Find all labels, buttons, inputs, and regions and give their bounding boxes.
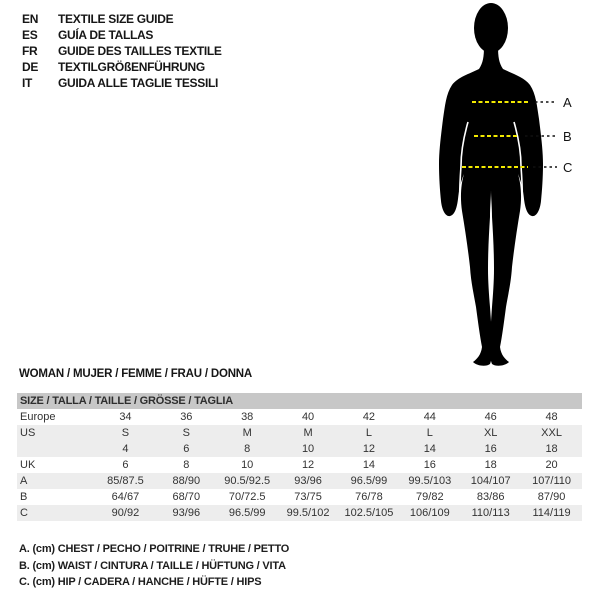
table-cell: XL: [483, 427, 498, 439]
table-cell: 107/110: [532, 475, 572, 487]
table-row-hip: [17, 505, 582, 521]
table-cell: 34: [119, 411, 132, 423]
language-row: [22, 43, 222, 59]
table-row-chest: [17, 473, 582, 489]
table-cell: 38: [241, 411, 254, 423]
language-label: GUIDA ALLE TAGLIE TESSILI: [58, 76, 219, 90]
table-cell: 102.5/105: [344, 507, 394, 519]
size-table: [17, 393, 582, 521]
table-cell: M: [242, 427, 252, 439]
table-cell: 10: [241, 459, 254, 471]
silhouette-head: [474, 3, 508, 53]
language-row: [22, 27, 222, 43]
table-cell: 10: [301, 443, 315, 455]
table-cell: 93/96: [172, 507, 201, 519]
table-cell: S: [121, 427, 130, 439]
language-code: EN: [22, 12, 39, 26]
table-cell: 90/92: [111, 507, 140, 519]
legend-item-chest: A. (cm) CHEST / PECHO / POITRINE / TRUHE / PETTO: [19, 543, 290, 555]
table-row-uk: [17, 457, 582, 473]
table-cell: 14: [423, 443, 436, 455]
table-cell: 73/75: [294, 491, 322, 503]
table-cell: 99.5/102: [286, 507, 330, 519]
table-cell: 90.5/92.5: [224, 475, 271, 487]
table-cell: 16: [484, 443, 497, 455]
language-label: TEXTILE SIZE GUIDE: [58, 12, 174, 26]
table-cell: 48: [545, 411, 558, 423]
table-cell: 20: [545, 459, 558, 471]
table-cell: M: [303, 427, 313, 439]
legend-item-hip: C. (cm) HIP / CADERA / HANCHE / HÜFTE / HIPS: [19, 576, 262, 588]
table-cell: 70/72.5: [228, 491, 266, 503]
table-cell: 6: [183, 443, 190, 455]
table-cell: 4: [122, 443, 129, 455]
measure-label-hip: C: [563, 160, 573, 175]
table-cell: S: [182, 427, 190, 439]
table-cell: 76/78: [355, 491, 383, 503]
table-cell: 106/109: [409, 507, 450, 519]
table-row-us-numbers: [17, 441, 582, 457]
body-silhouette-figure: [420, 0, 590, 372]
table-cell: 110/113: [471, 507, 510, 519]
table-row-us-letters: [17, 425, 582, 441]
table-cell: 14: [362, 459, 376, 471]
table-cell: 96.5/99: [350, 475, 388, 487]
table-cell: L: [426, 427, 433, 439]
table-cell: 6: [122, 459, 129, 471]
language-code: DE: [22, 60, 39, 74]
language-list: [22, 11, 222, 91]
table-cell: 12: [301, 459, 315, 471]
language-code: FR: [22, 44, 38, 58]
table-cell: 44: [423, 411, 436, 423]
table-cell: 68/70: [172, 491, 201, 503]
table-cell: 88/90: [172, 475, 201, 487]
table-cell: 85/87.5: [107, 475, 144, 487]
table-row-waist: [17, 489, 582, 505]
table-cell: 16: [423, 459, 436, 471]
language-label: TEXTILGRÖßENFÜHRUNG: [58, 60, 205, 74]
table-cell: 96.5/99: [228, 507, 266, 519]
table-cell: 8: [244, 443, 251, 455]
language-code: IT: [22, 76, 33, 90]
row-label: B: [20, 491, 28, 503]
table-cell: 12: [362, 443, 376, 455]
table-cell: 36: [180, 411, 193, 423]
legend-item-waist: B. (cm) WAIST / CINTURA / TAILLE / HÜFTUNG / VITA: [19, 559, 286, 572]
table-cell: 114/119: [532, 507, 571, 519]
row-label: US: [20, 427, 36, 439]
row-label: C: [20, 507, 28, 519]
language-row: [22, 75, 222, 91]
language-label: GUÍA DE TALLAS: [58, 28, 154, 42]
row-label: A: [20, 475, 28, 487]
table-cell: 18: [545, 443, 558, 455]
table-cell: 99.5/103: [408, 475, 452, 487]
language-label: GUIDE DES TAILLES TEXTILE: [58, 44, 222, 58]
language-row: [22, 11, 222, 27]
row-label: Europe: [20, 411, 56, 423]
table-header: SIZE / TALLA / TAILLE / GRÖSSE / TAGLIA: [17, 393, 582, 409]
table-cell: 46: [484, 411, 497, 423]
table-cell: 64/67: [111, 491, 140, 503]
table-cell: 87/90: [537, 491, 566, 503]
table-cell: 40: [301, 411, 315, 423]
table-cell: 79/82: [416, 491, 444, 503]
measure-label-chest: A: [563, 95, 572, 110]
table-row-europe: [17, 409, 582, 425]
table-cell: 104/107: [470, 475, 511, 487]
table-cell: L: [365, 427, 372, 439]
measure-legend: [19, 541, 289, 591]
table-cell: XXL: [541, 427, 562, 439]
silhouette-body: [439, 46, 543, 366]
row-label: UK: [20, 459, 36, 471]
table-cell: 8: [183, 459, 190, 471]
language-row: [22, 59, 222, 75]
table-cell: 83/86: [476, 491, 505, 503]
section-title: WOMAN / MUJER / FEMME / FRAU / DONNA: [19, 368, 253, 380]
table-cell: 93/96: [294, 475, 322, 487]
table-cell: 42: [362, 411, 376, 423]
measure-label-waist: B: [563, 129, 572, 144]
table-cell: 18: [484, 459, 497, 471]
language-code: ES: [22, 28, 38, 42]
